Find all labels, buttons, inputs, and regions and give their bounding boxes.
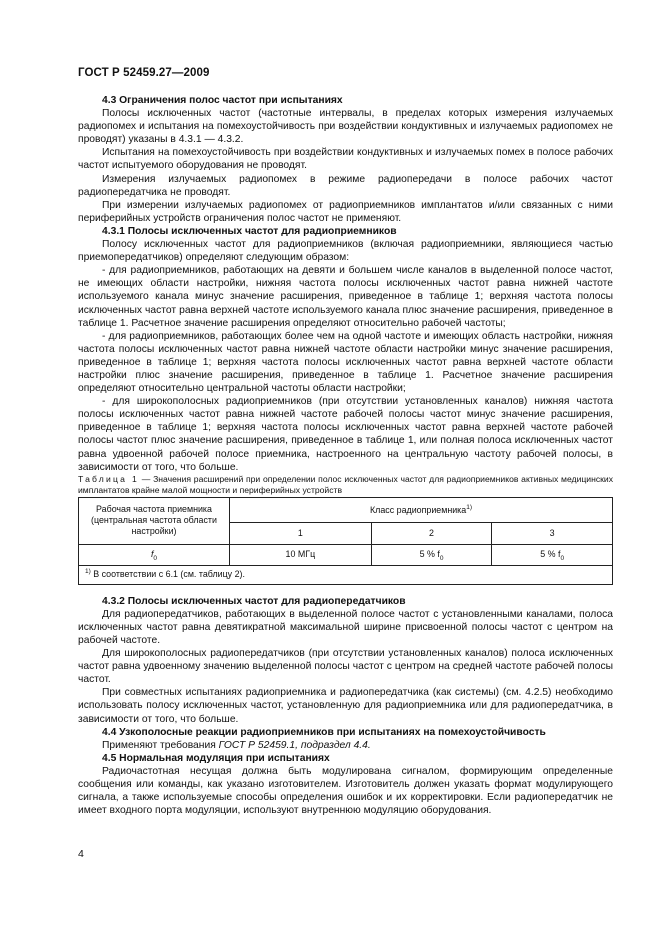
list-item: - для радиоприемников, работающих более чем на одной частоте и имеющих область настройки, нижняя частота полосы исключенных частот равна нижней частоте области настройки минус значение расширения, приведенное в таблице 1; верхняя частота полосы исключенных частот равна верхней частоте области настройки плюс значение расширения, приведенное в таблице 1. Расчетное значение расширения определяют относительно центральной частоты области настройки; bbox=[78, 330, 613, 395]
paragraph: При совместных испытаниях радиоприемника и радиопередатчика (как системы) (см. 4.2.5) необходимо использовать полосу исключенных частот, установленную для радиоприемника или для радиопередатчика, в зависимости от того, что больше. bbox=[78, 687, 613, 725]
section-4-3-1-heading: 4.3.1 Полосы исключенных частот для радиоприемников bbox=[102, 225, 397, 237]
table-caption bbox=[78, 474, 613, 497]
paragraph: Измерения излучаемых радиопомех в режиме радиопередачи в полосе рабочих частот радиопередатчика не проводят. bbox=[78, 173, 613, 198]
table-class-header-text: Класс радиоприемника bbox=[370, 504, 467, 515]
document-header: ГОСТ Р 52459.27—2009 bbox=[78, 67, 210, 79]
table-cell-class-3: 5 % $f_0$ bbox=[492, 544, 613, 565]
standard-reference: ГОСТ Р 52459.1, подраздел 4.4. bbox=[218, 739, 371, 751]
table-row bbox=[79, 544, 613, 565]
paragraph: Радиочастотная несущая должна быть модулирована сигналом, формирующим определенные сообщения или команды, как указано изготовителем. Изготовитель должен указать формат модулирующего сигнала, а также используемые способы определения ошибок и их корректировки. Если радиопередатчик не имеет входного порта модуляции, используют внутреннюю модуляцию оборудования. bbox=[78, 765, 613, 817]
section-4-3-2-heading: 4.3.2 Полосы исключенных частот для радиопередатчиков bbox=[102, 595, 406, 607]
table-cell-class-2: 5 % $f_0$ bbox=[371, 544, 492, 565]
table-class-header bbox=[230, 497, 613, 523]
list-item: - для радиоприемников, работающих на девяти и большем числе каналов в выделенной полосе частот, не имеющих области настройки, нижняя частота полосы исключенных частот равна нижней частоте используемого канала минус значение расширения, приведенное в таблице 1; верхняя частота полосы исключенных частот равна верхней частоте используемого канала плюс значение расширения, приведенное в таблице 1. Расчетное значение расширения определяют относительно рабочей частоты; bbox=[78, 265, 613, 329]
section-4-4-heading: 4.4 Узкополосные реакции радиоприемников при испытаниях на помехоустойчивость bbox=[102, 726, 546, 738]
paragraph: При измерении излучаемых радиопомех от радиоприемников имплантатов и/или связанных с ними периферийных устройств ограничения полос частот не применяют. bbox=[78, 199, 613, 224]
table-class-1: 1 bbox=[230, 523, 372, 544]
table-class-3: 3 bbox=[492, 523, 613, 544]
table-footnote: $^{1)}$ В соответствии с 6.1 (см. таблицу 2). bbox=[79, 565, 613, 584]
table-1 bbox=[78, 497, 613, 585]
paragraph: Испытания на помехоустойчивость при воздействии кондуктивных и излучаемых помех в полосе рабочих частот испытуемого оборудования не проводят. bbox=[78, 147, 613, 172]
paragraph: Для широкополосных радиопередатчиков (при отсутствии установленных каналов) полоса исключенных частот равна удвоенному значению выделенной полосы частот с центром на средней частоте рабочей полосы частот. bbox=[78, 648, 613, 686]
table-cell-frequency: $f_0$ bbox=[79, 544, 230, 565]
footnote-mark: 1) bbox=[85, 568, 91, 576]
paragraph: Полосу исключенных частот для радиоприемников (включая радиоприемники, являющиеся частью приемопередатчиков) определяют следующим образом: bbox=[78, 239, 613, 264]
section-4-5-heading: 4.5 Нормальная модуляция при испытаниях bbox=[102, 752, 330, 764]
footnote-mark: 1) bbox=[466, 503, 472, 511]
section-4-3-heading: 4.3 Ограничения полос частот при испытаниях bbox=[102, 95, 343, 106]
paragraph: Применяют требования ГОСТ Р 52459.1, подраздел 4.4. bbox=[102, 739, 371, 751]
document-body bbox=[78, 94, 613, 817]
page-number: 4 bbox=[78, 848, 84, 860]
paragraph: Полосы исключенных частот (частотные интервалы, в пределах которых измерения излучаемых радиопомех и испытания на помехоустойчивость при воздействии кондуктивных и излучаемых радиопомех не проводят) указаны в 4.3.1 — 4.3.2. bbox=[78, 108, 613, 146]
list-item: - для широкополосных радиоприемников (при отсутствии установленных каналов) нижняя частота полосы исключенных частот равна нижней частоте рабочей полосы частот минус значение расширения, приведенное в таблице 1; верхняя частота полосы исключенных частот равна верхней частоте рабочей полосы частот плюс значение расширения, приведенное в таблице 1, или полная полоса исключенных частот равна удвоенной рабочей полосе приемника, настроенного на центральную частоту рабочей полосы, в зависимости от того, что больше. bbox=[78, 396, 613, 473]
table-class-2: 2 bbox=[371, 523, 492, 544]
table-caption-label: Таблица 1 bbox=[78, 473, 140, 484]
table-row-header: Рабочая частота приемника (центральная частота области настройки) bbox=[79, 497, 230, 544]
table-caption-text: — Значения расширений при определении полос исключенных частот для радиоприемников активных медицинских имплантатов крайне малой мощности и периферийных устройств bbox=[78, 473, 613, 496]
paragraph: Для радиопередатчиков, работающих в выделенной полосе частот с установленными каналами, полоса исключенных частот равна девятикратной максимальной ширине присвоенной полосы частот с центром на рабочей частоте. bbox=[78, 608, 613, 646]
table-cell-class-1: 10 МГц bbox=[230, 544, 372, 565]
